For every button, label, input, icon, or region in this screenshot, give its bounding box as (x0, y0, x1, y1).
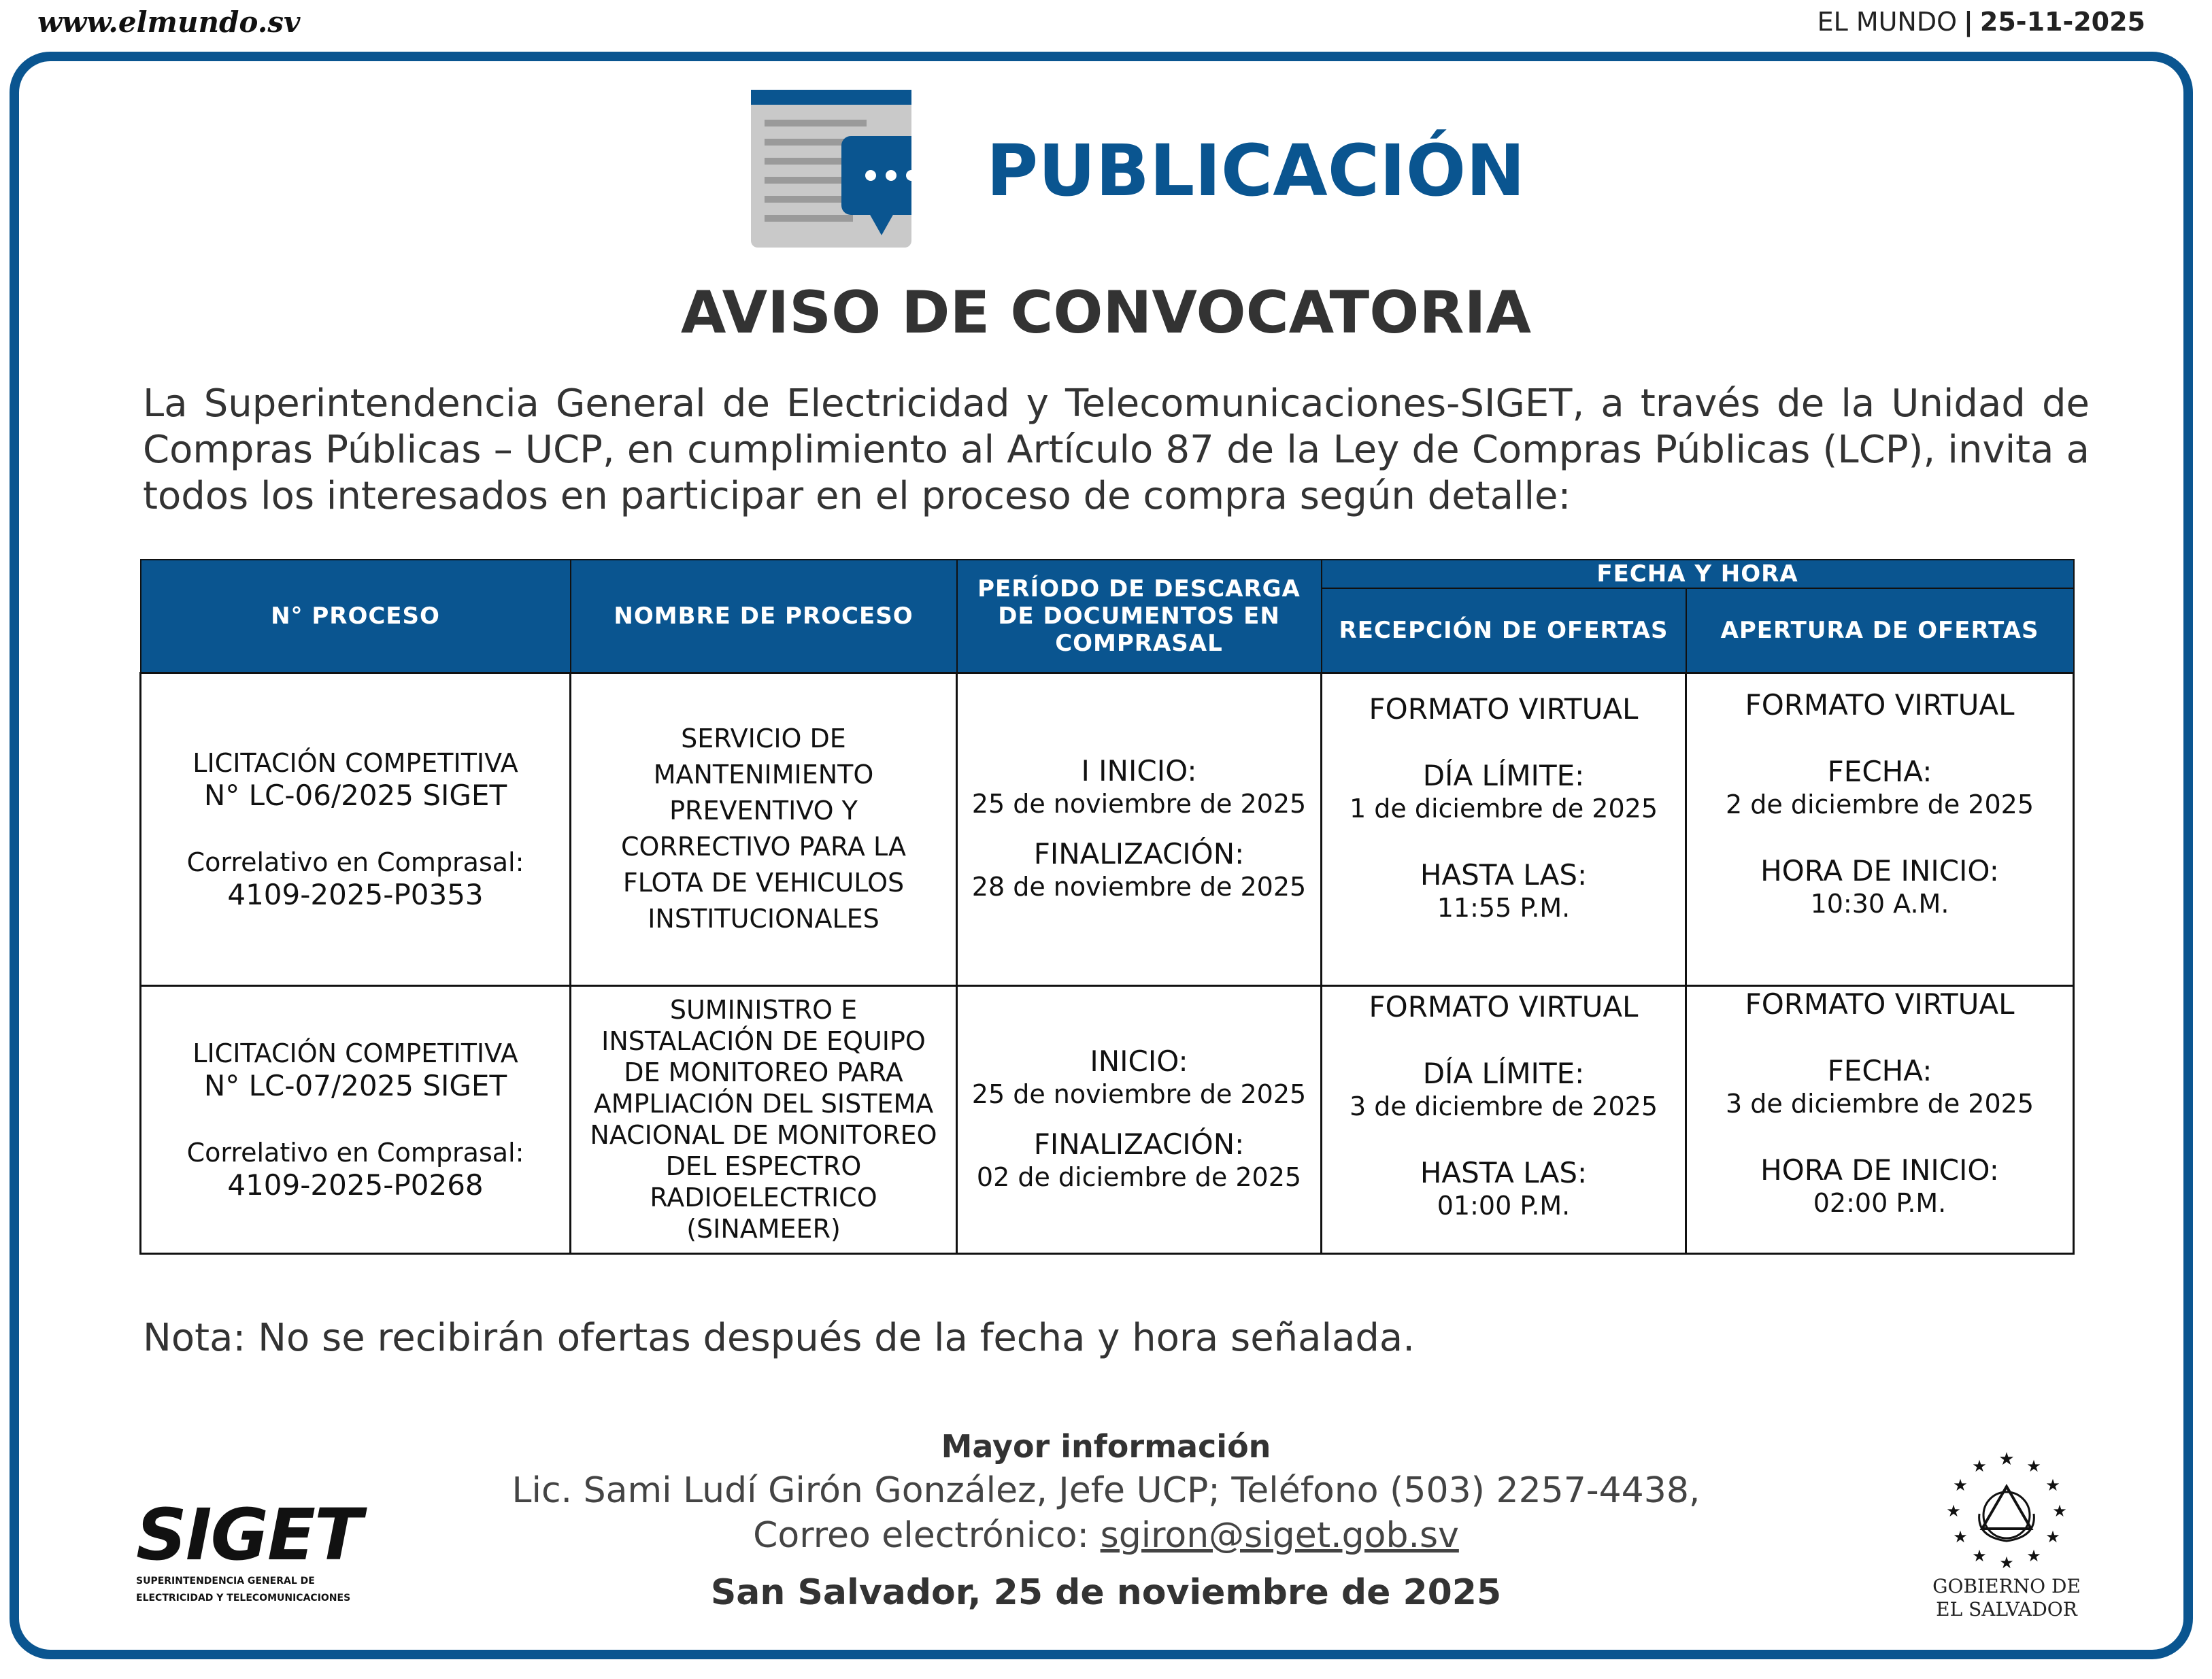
correlativo-value: 4109-2025-P0268 (227, 1168, 484, 1202)
process-table (139, 559, 2075, 1255)
ape-hora: 10:30 A.M. (1810, 888, 1949, 919)
gob-line-1: GOBIERNO DE (1932, 1575, 2081, 1597)
ape-fecha: 3 de diciembre de 2025 (1726, 1088, 2034, 1119)
process-number: N° LC-06/2025 SIGET (203, 779, 507, 812)
fin-date: 02 de diciembre de 2025 (976, 1162, 1302, 1192)
cell-periodo (957, 673, 1322, 985)
ape-hora: 02:00 P.M. (1813, 1187, 1947, 1218)
svg-text:★: ★ (1972, 1457, 1987, 1476)
coat-of-arms-icon (1939, 1448, 2075, 1571)
document-chat-icon (748, 86, 911, 250)
header-periodo: PERÍODO DE DESCARGA DE DOCUMENTOS EN COMPRASAL (957, 560, 1322, 673)
rec-dia: 3 de diciembre de 2025 (1349, 1091, 1658, 1121)
ape-hora-label: HORA DE INICIO: (1760, 853, 1999, 887)
svg-text:★: ★ (1999, 1553, 2014, 1571)
header-recepcion: RECEPCIÓN DE OFERTAS (1322, 588, 1686, 673)
rec-formato: FORMATO VIRTUAL (1369, 989, 1639, 1023)
siget-wordmark: SIGET (136, 1493, 361, 1576)
cell-nombre: SUMINISTRO E INSTALACIÓN DE EQUIPO DE MONITOREO PARA AMPLIACIÓN DEL SISTEMA NACIONAL DE MONITOREO DEL ESPECTRO RADIOELECTRICO (SINAMEER) (571, 985, 957, 1253)
inicio-label: I INICIO: (1081, 754, 1197, 787)
page-title: AVISO DE CONVOCATORIA (680, 279, 1532, 347)
rec-formato: FORMATO VIRTUAL (1369, 692, 1639, 726)
header-nombre: NOMBRE DE PROCESO (571, 560, 957, 673)
rec-dia-label: DÍA LÍMITE: (1422, 1056, 1585, 1090)
siget-subtitle-1: SUPERINTENDENCIA GENERAL DE (136, 1576, 315, 1587)
government-logo (1932, 1448, 2081, 1620)
inicio-label: INICIO: (1090, 1045, 1188, 1078)
cell-nombre: SERVICIO DE MANTENIMIENTO PREVENTIVO Y CORRECTIVO PARA LA FLOTA DE VEHICULOS INSTITUCIONALES (571, 673, 957, 985)
ape-fecha: 2 de diciembre de 2025 (1726, 789, 2034, 819)
correlativo-label: Correlativo en Comprasal: (186, 1138, 524, 1168)
cell-proceso (141, 673, 571, 985)
process-number: N° LC-07/2025 SIGET (203, 1069, 507, 1102)
cell-apertura (1686, 673, 2074, 985)
fin-label: FINALIZACIÓN: (1033, 1127, 1245, 1161)
rec-hora-label: HASTA LAS: (1420, 1155, 1588, 1189)
header-apertura: APERTURA DE OFERTAS (1686, 588, 2074, 673)
svg-text:★: ★ (2026, 1457, 2041, 1476)
rec-dia: 1 de diciembre de 2025 (1349, 793, 1658, 824)
more-info-heading: Mayor información (941, 1428, 1271, 1465)
email-link[interactable]: sgiron@siget.gob.sv (1100, 1515, 1459, 1556)
table-row (141, 673, 2074, 985)
ape-hora-label: HORA DE INICIO: (1760, 1153, 1999, 1187)
svg-text:★: ★ (2026, 1546, 2041, 1565)
city-date: San Salvador, 25 de noviembre de 2025 (710, 1572, 1502, 1613)
cell-recepcion (1322, 673, 1686, 985)
svg-text:★: ★ (1946, 1502, 1961, 1521)
publication-label: PUBLICACIÓN (986, 129, 1526, 212)
newspaper-name: EL MUNDO (1817, 7, 1958, 37)
gob-line-2: EL SALVADOR (1936, 1598, 2077, 1621)
header-proceso: N° PROCESO (141, 560, 571, 673)
site-url: www.elmundo.sv (37, 5, 301, 39)
cell-recepcion (1322, 985, 1686, 1253)
svg-text:★: ★ (2052, 1502, 2067, 1521)
masthead-separator: | (1964, 7, 1973, 37)
inicio-date: 25 de noviembre de 2025 (971, 1079, 1307, 1109)
svg-text:★: ★ (1998, 1449, 2015, 1470)
ape-fecha-label: FECHA: (1827, 1053, 1932, 1087)
svg-text:★: ★ (1953, 1527, 1968, 1546)
masthead-date: 25-11-2025 (1979, 7, 2145, 37)
rec-dia-label: DÍA LÍMITE: (1422, 758, 1585, 792)
rec-hora: 01:00 P.M. (1437, 1190, 1571, 1221)
intro-paragraph: La Superintendencia General de Electricidad y Telecomunicaciones-SIGET, a través de la Unidad de Compras Públicas – UCP, en cumplimiento al Artículo 87 de la Ley de Compras Públicas (LCP), invita a todos los interesados en participar en el proceso de compra según detalle: (143, 381, 2090, 518)
ape-formato: FORMATO VIRTUAL (1745, 987, 2015, 1021)
cell-proceso (141, 985, 571, 1253)
masthead (1817, 7, 2145, 37)
contact-line: Lic. Sami Ludí Girón González, Jefe UCP; Teléfono (503) 2257-4438, (512, 1470, 1700, 1511)
siget-subtitle-2: ELECTRICIDAD Y TELECOMUNICACIONES (136, 1593, 351, 1604)
svg-text:★: ★ (1972, 1546, 1987, 1565)
correlativo-value: 4109-2025-P0353 (227, 878, 484, 911)
siget-logo (136, 1493, 388, 1604)
fin-label: FINALIZACIÓN: (1033, 837, 1245, 870)
correlativo-label: Correlativo en Comprasal: (186, 847, 524, 877)
email-label: Correo electrónico: (753, 1515, 1090, 1556)
svg-text:★: ★ (1953, 1476, 1968, 1495)
rec-hora: 11:55 P.M. (1437, 892, 1571, 923)
rec-hora-label: HASTA LAS: (1420, 858, 1588, 892)
ape-fecha-label: FECHA: (1827, 754, 1932, 788)
table-row (141, 985, 2074, 1253)
process-type: LICITACIÓN COMPETITIVA (192, 1038, 518, 1068)
process-type: LICITACIÓN COMPETITIVA (192, 748, 518, 778)
svg-text:★: ★ (2045, 1476, 2060, 1495)
note: Nota: No se recibirán ofertas después de la fecha y hora señalada. (143, 1316, 1415, 1360)
header-fecha-hora: FECHA Y HORA (1322, 560, 2074, 588)
cell-periodo (957, 985, 1322, 1253)
ape-formato: FORMATO VIRTUAL (1745, 688, 2015, 722)
fin-date: 28 de noviembre de 2025 (971, 872, 1307, 902)
svg-text:★: ★ (2045, 1527, 2060, 1546)
inicio-date: 25 de noviembre de 2025 (971, 789, 1307, 819)
cell-apertura (1686, 985, 2074, 1253)
